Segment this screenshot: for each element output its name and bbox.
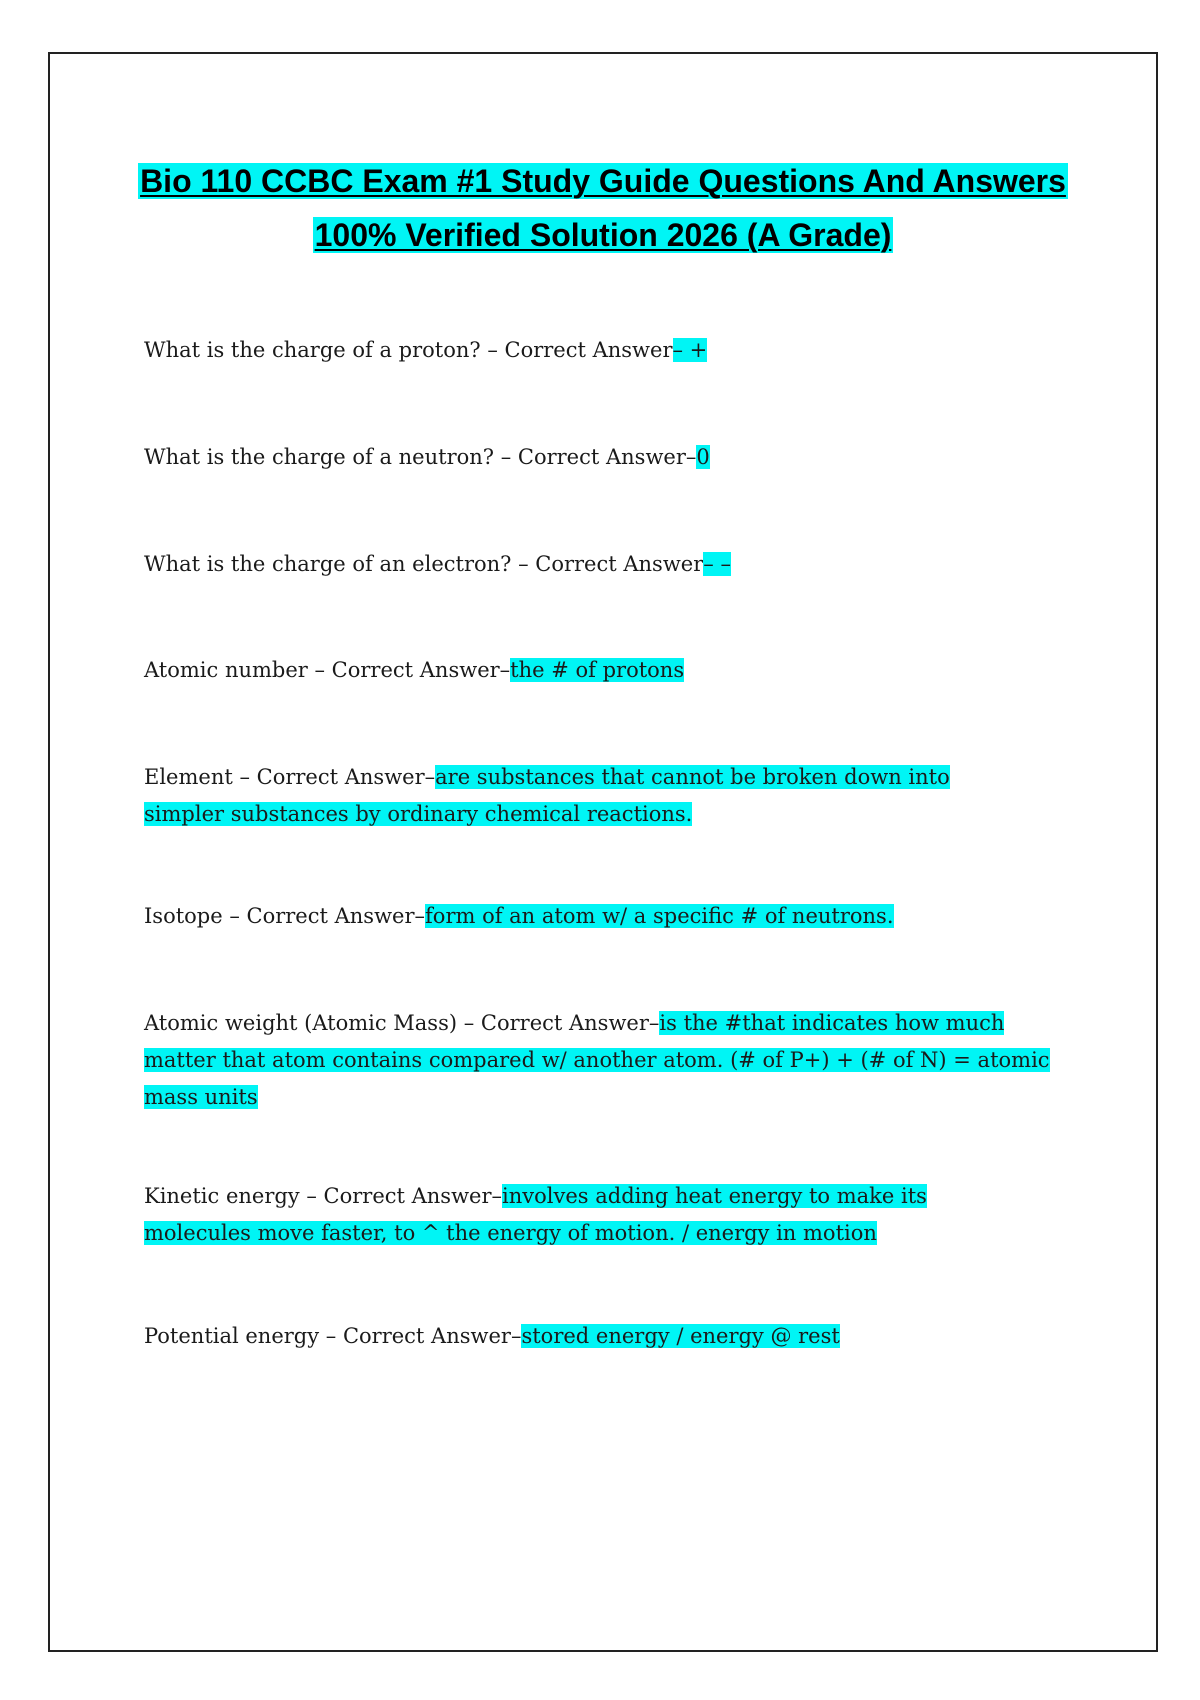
qa-item-potential-energy <box>144 1318 1104 1355</box>
qa-item-kinetic-energy <box>144 1178 1004 1252</box>
title-line-1-text: Bio 110 CCBC Exam #1 Study Guide Questions And Answers <box>140 163 1066 199</box>
question-text: Atomic number – Correct Answer– <box>144 658 511 682</box>
qa-item-element <box>144 759 984 833</box>
qa-item-proton-charge <box>144 332 1104 369</box>
answer-text: the # of protons <box>510 658 685 682</box>
qa-item-electron-charge <box>144 546 1104 583</box>
question-text: Atomic weight (Atomic Mass) – Correct Answer– <box>144 1011 660 1035</box>
title-line-2 <box>50 208 1156 262</box>
qa-item-atomic-weight <box>144 1005 1074 1116</box>
question-text: Potential energy – Correct Answer– <box>144 1324 522 1348</box>
question-text: What is the charge of an electron? – Correct Answer <box>144 552 704 576</box>
answer-text: – + <box>672 338 708 362</box>
qa-item-isotope <box>144 898 1104 935</box>
qa-item-neutron-charge <box>144 439 1104 476</box>
answer-text: are substances that cannot be broken down into simpler substances by ordinary chemical reactions. <box>144 765 950 826</box>
title-line-1 <box>50 154 1156 208</box>
document-title <box>50 154 1156 262</box>
question-text: What is the charge of a proton? – Correct Answer <box>144 338 673 362</box>
answer-text: stored energy / energy @ rest <box>521 1324 840 1348</box>
qa-item-atomic-number <box>144 652 1104 689</box>
answer-text: 0 <box>696 445 710 469</box>
title-line-2-text: 100% Verified Solution 2026 (A Grade) <box>314 217 892 253</box>
answer-text: – – <box>703 552 731 576</box>
question-text: Element – Correct Answer– <box>144 765 436 789</box>
answer-text: form of an atom w/ a specific # of neutrons. <box>425 904 894 928</box>
question-text: Kinetic energy – Correct Answer– <box>144 1184 503 1208</box>
answer-text: involves adding heat energy to make its molecules move faster, to ^ the energy of motion. / energy in motion <box>144 1184 927 1245</box>
document-page <box>48 52 1158 1652</box>
question-text: What is the charge of a neutron? – Correct Answer– <box>144 445 697 469</box>
question-text: Isotope – Correct Answer– <box>144 904 426 928</box>
answer-text: is the #that indicates how much matter that atom contains compared w/ another atom. (# of P+) + (# of N) = atomic mass units <box>144 1011 1050 1109</box>
